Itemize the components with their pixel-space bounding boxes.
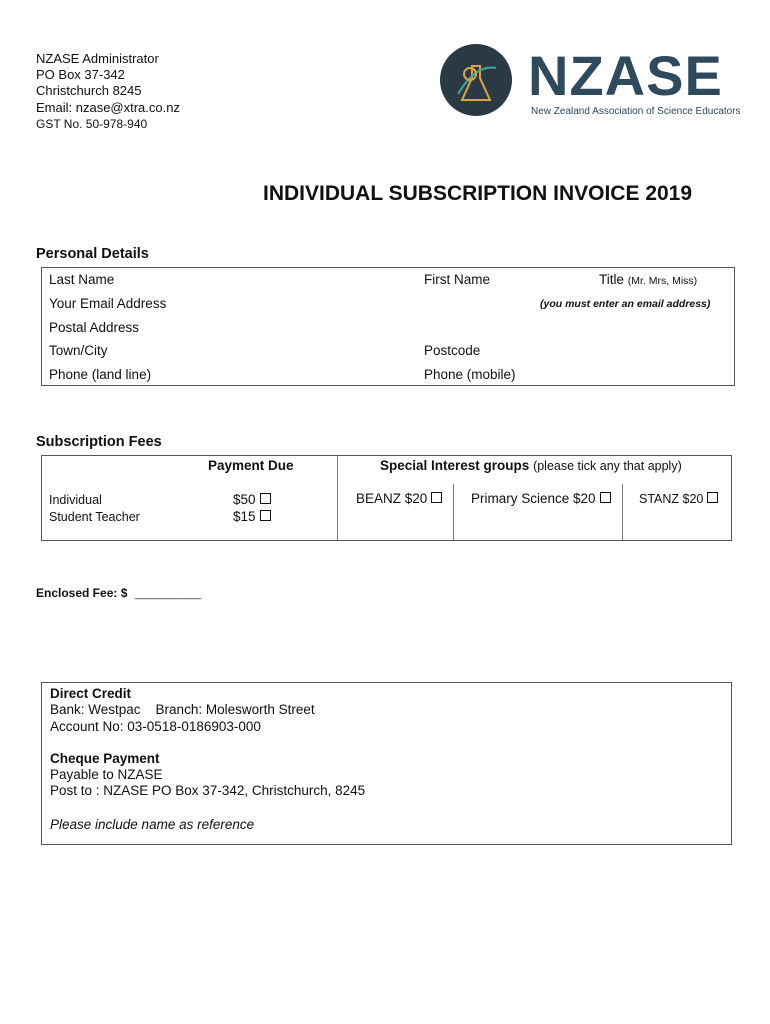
payment-due-header: Payment Due	[208, 458, 294, 473]
sender-line: NZASE Administrator	[36, 51, 159, 66]
last-name-label: Last Name	[49, 272, 115, 287]
reference-note: Please include name as reference	[50, 816, 255, 832]
beanz-option[interactable]	[356, 491, 442, 506]
email-label: Your Email Address	[49, 296, 167, 311]
enclosed-fee	[36, 586, 201, 600]
payment-details-box	[41, 682, 732, 845]
sender-address	[36, 51, 180, 132]
student-fee: $15	[233, 509, 256, 524]
special-interest-heading: Special Interest groups	[380, 458, 530, 473]
column-divider	[337, 456, 338, 540]
primary-science-checkbox[interactable]	[600, 492, 611, 503]
individual-checkbox[interactable]	[260, 493, 271, 504]
town-label: Town/City	[49, 343, 108, 358]
student-teacher-label: Student Teacher	[49, 510, 140, 524]
payable-to: Payable to NZASE	[50, 767, 163, 783]
individual-fee: $50	[233, 492, 256, 507]
member-types	[49, 492, 140, 526]
bank-details: Bank: Westpac Branch: Molesworth Street	[50, 702, 315, 718]
enclosed-fee-label: Enclosed Fee: $	[36, 586, 128, 600]
fee-options	[233, 491, 271, 525]
cheque-payment-heading: Cheque Payment	[50, 750, 160, 766]
sender-line: Email: nzase@xtra.co.nz	[36, 99, 180, 115]
stanz-option[interactable]	[639, 492, 718, 506]
page-title: INDIVIDUAL SUBSCRIPTION INVOICE 2019	[263, 182, 693, 205]
column-divider	[622, 484, 623, 540]
primary-science-label: Primary Science $20	[471, 491, 596, 506]
individual-fee-option[interactable]	[233, 491, 271, 508]
student-checkbox[interactable]	[260, 510, 271, 521]
special-interest-header	[380, 458, 682, 473]
title-label-text: Title	[599, 272, 625, 287]
personal-details-heading: Personal Details	[36, 246, 149, 262]
stanz-label: STANZ $20	[639, 492, 704, 506]
postal-address-label: Postal Address	[49, 320, 140, 335]
subscription-fees-heading: Subscription Fees	[36, 434, 162, 450]
beanz-label: BEANZ $20	[356, 491, 428, 506]
personal-details-box	[41, 267, 735, 386]
stanz-checkbox[interactable]	[707, 492, 718, 503]
enclosed-fee-blank[interactable]: ____________	[134, 589, 202, 600]
email-note: (you must enter an email address)	[540, 298, 711, 310]
title-options: (Mr. Mrs, Miss)	[627, 275, 698, 287]
phone-land-label: Phone (land line)	[49, 367, 152, 382]
column-divider	[453, 484, 454, 540]
phone-mobile-label: Phone (mobile)	[424, 367, 516, 382]
postcode-label: Postcode	[424, 343, 481, 358]
account-number: Account No: 03-0518-0186903-000	[50, 718, 261, 734]
logo-subtitle: New Zealand Association of Science Educators	[531, 106, 741, 117]
beanz-checkbox[interactable]	[431, 492, 442, 503]
primary-science-option[interactable]	[471, 491, 611, 506]
flask-logo-icon	[440, 44, 512, 116]
direct-credit-heading: Direct Credit	[50, 686, 132, 701]
individual-label: Individual	[49, 493, 102, 507]
first-name-label: First Name	[424, 272, 491, 287]
sender-line: GST No. 50-978-940	[36, 116, 148, 131]
student-fee-option[interactable]	[233, 508, 271, 525]
nzase-logo	[440, 44, 741, 124]
special-interest-note: (please tick any that apply)	[533, 459, 682, 473]
post-to: Post to : NZASE PO Box 37-342, Christchurch, 8245	[50, 783, 366, 799]
sender-line: PO Box 37-342	[36, 67, 125, 83]
title-label	[599, 272, 697, 287]
logo-wordmark: NZASE	[528, 44, 723, 107]
sender-line: Christchurch 8245	[36, 83, 142, 99]
subscription-fees-table	[41, 455, 732, 541]
